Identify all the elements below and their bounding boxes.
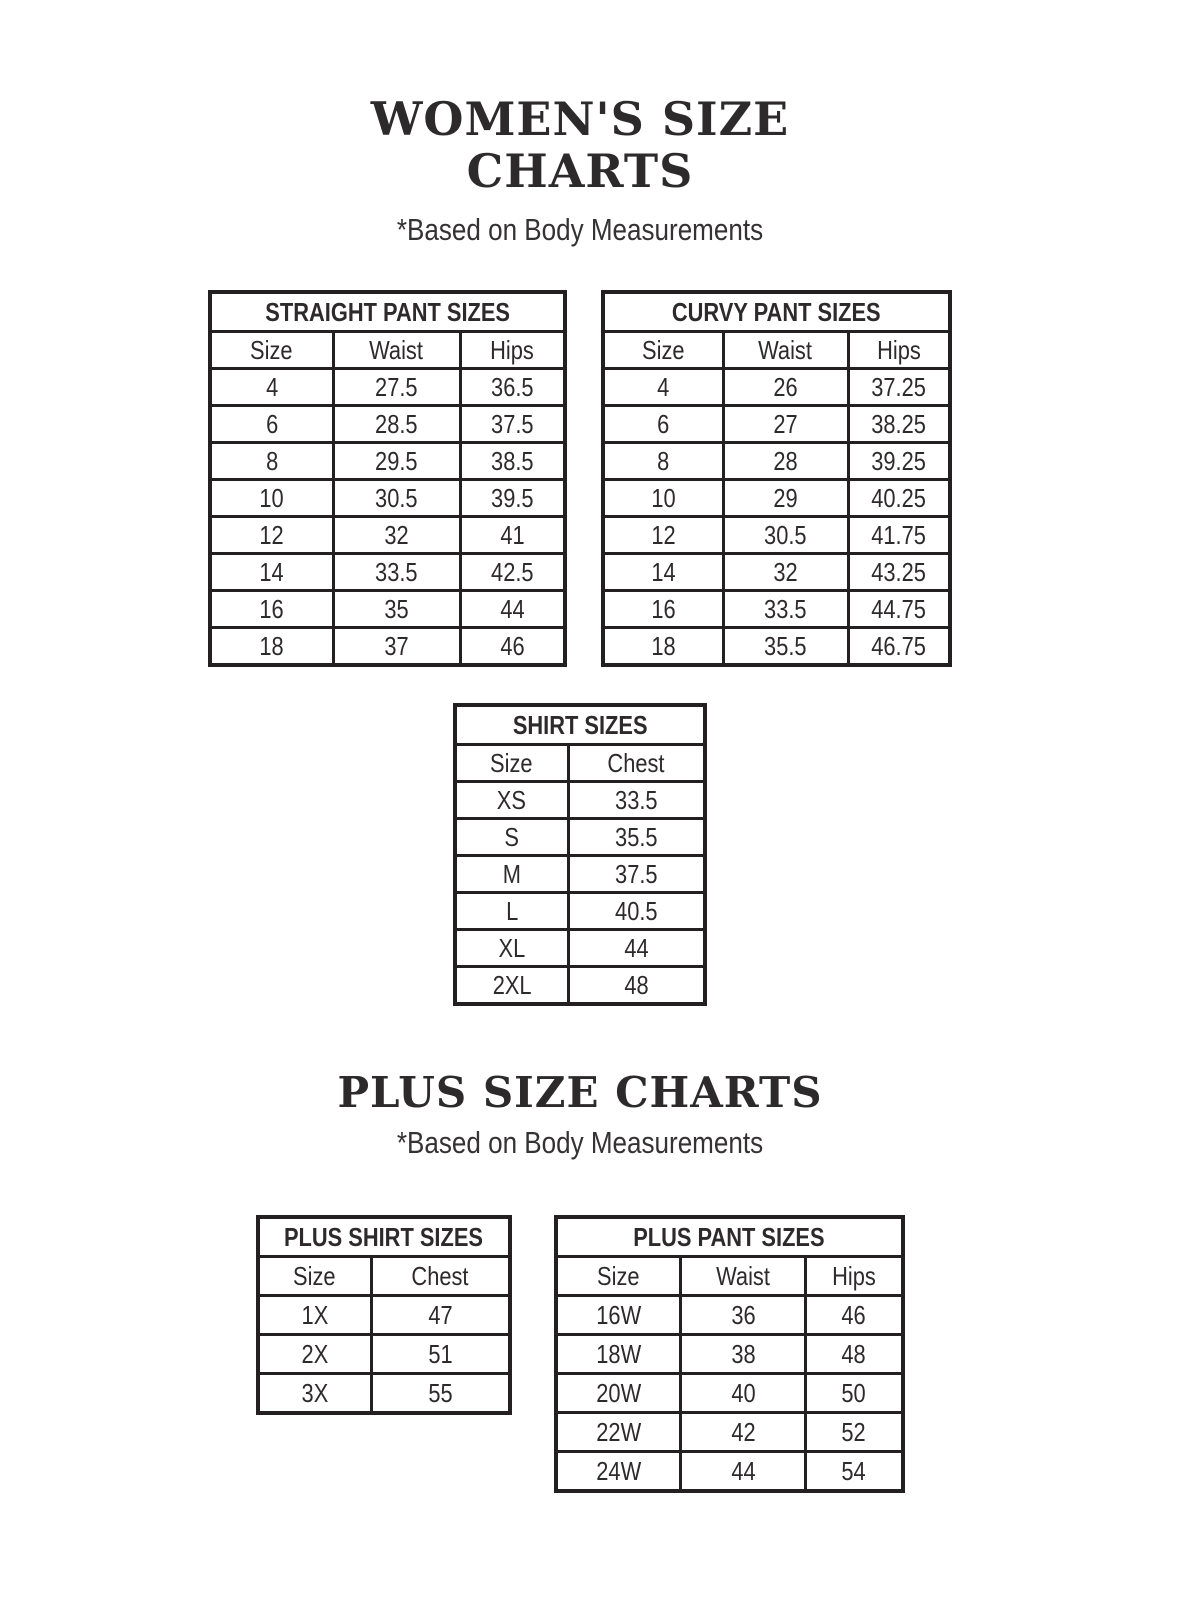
table-cell: 28 [723,443,848,480]
table-row [210,554,565,591]
table-row [210,591,565,628]
table-cell: 48 [568,967,705,1004]
table-cell: 24W [556,1452,681,1491]
table-cell: 40.25 [848,480,950,517]
page-subtitle-text: *Based on Body Measurements [396,211,764,247]
table-cell: 2XL [455,967,568,1004]
plus-tables-row [0,1215,1160,1493]
table-row [455,930,705,967]
plus-section-title: PLUS SIZE CHARTS [337,1067,823,1117]
table-cell: 1X [258,1296,372,1335]
table-cell: M [455,856,568,893]
table-row [455,893,705,930]
table-cell: 38.5 [460,443,565,480]
table-cell: 38.25 [848,406,950,443]
table-cell: 22W [556,1413,681,1452]
table-cell: 12 [603,517,723,554]
table-cell: 35.5 [568,819,705,856]
column-header: Waist [333,332,460,369]
plus-section-subtitle-text: *Based on Body Measurements [396,1124,764,1160]
table-cell: 16 [210,591,333,628]
table-title-row [556,1217,903,1257]
table-row [210,517,565,554]
table-cell: 51 [372,1335,510,1374]
table-title-row [603,292,950,332]
table-cell: 33.5 [568,782,705,819]
table-row [603,517,950,554]
column-header: Waist [723,332,848,369]
table-cell: 33.5 [333,554,460,591]
column-header: Waist [681,1257,806,1296]
table-cell: 27 [723,406,848,443]
table-row [258,1374,510,1413]
table-cell: 14 [210,554,333,591]
table-cell: 41 [460,517,565,554]
table-cell: 38 [681,1335,806,1374]
table-cell: 50 [806,1374,903,1413]
table-row [603,554,950,591]
table-row [556,1374,903,1413]
column-header: Hips [848,332,950,369]
table-cell: 44.75 [848,591,950,628]
table-cell: 18W [556,1335,681,1374]
table-header-row [455,745,705,782]
table-cell: 16 [603,591,723,628]
table-cell: 32 [723,554,848,591]
table-cell: 2X [258,1335,372,1374]
table-cell: 18 [603,628,723,665]
table-header-row [258,1257,510,1296]
table-cell: 4 [210,369,333,406]
table-cell: 44 [460,591,565,628]
table-title: SHIRT SIZES [455,705,705,745]
table-cell: 4 [603,369,723,406]
table-row [603,480,950,517]
table-row [603,591,950,628]
table-cell: 36.5 [460,369,565,406]
table-cell: 30.5 [333,480,460,517]
table-row [210,628,565,665]
table-row [258,1335,510,1374]
table-cell: 40.5 [568,893,705,930]
column-header: Size [556,1257,681,1296]
column-header: Chest [372,1257,510,1296]
column-header: Size [603,332,723,369]
table-row [556,1296,903,1335]
table-row [455,856,705,893]
table-header-row [603,332,950,369]
table-cell: 29.5 [333,443,460,480]
plus-shirt-sizes-table [256,1215,512,1415]
table-cell: 35 [333,591,460,628]
table-row [210,406,565,443]
curvy-pant-sizes-table [601,290,952,667]
table-cell: 46 [460,628,565,665]
column-header: Size [210,332,333,369]
table-row [455,782,705,819]
table-cell: 43.25 [848,554,950,591]
table-cell: L [455,893,568,930]
table-cell: 37.5 [568,856,705,893]
table-cell: 44 [568,930,705,967]
table-row [210,480,565,517]
table-header-row [210,332,565,369]
page-title-line2: CHARTS [466,143,694,198]
table-cell: 16W [556,1296,681,1335]
table-cell: 18 [210,628,333,665]
table-title: PLUS SHIRT SIZES [258,1217,510,1257]
table-cell: 6 [210,406,333,443]
table-row [556,1413,903,1452]
page-subtitle [0,212,1160,248]
table-cell: 6 [603,406,723,443]
table-cell: 47 [372,1296,510,1335]
table-cell: 32 [333,517,460,554]
table-cell: 26 [723,369,848,406]
table-title: PLUS PANT SIZES [556,1217,903,1257]
table-cell: 39.5 [460,480,565,517]
table-cell: 37.25 [848,369,950,406]
table-cell: 8 [210,443,333,480]
table-cell: 35.5 [723,628,848,665]
table-title: CURVY PANT SIZES [603,292,950,332]
table-row [603,406,950,443]
table-title-row [455,705,705,745]
table-cell: 14 [603,554,723,591]
column-header: Hips [460,332,565,369]
column-header: Size [258,1257,372,1296]
table-cell: 46 [806,1296,903,1335]
table-cell: 40 [681,1374,806,1413]
table-row [603,369,950,406]
table-header-row [556,1257,903,1296]
table-cell: 10 [210,480,333,517]
table-cell: 37 [333,628,460,665]
table-row [603,443,950,480]
table-row [603,628,950,665]
plus-section-subtitle [0,1125,1160,1161]
table-cell: 29 [723,480,848,517]
table-cell: 46.75 [848,628,950,665]
page-title [0,0,1160,198]
table-cell: 28.5 [333,406,460,443]
table-cell: 42.5 [460,554,565,591]
table-row [258,1296,510,1335]
table-row [556,1452,903,1491]
table-cell: XL [455,930,568,967]
table-row [210,369,565,406]
column-header: Chest [568,745,705,782]
page-title-line1: WOMEN'S SIZE [370,92,790,146]
table-cell: 48 [806,1335,903,1374]
table-row [210,443,565,480]
table-cell: 42 [681,1413,806,1452]
table-cell: S [455,819,568,856]
table-cell: 3X [258,1374,372,1413]
table-cell: 30.5 [723,517,848,554]
column-header: Size [455,745,568,782]
table-cell: 54 [806,1452,903,1491]
table-cell: XS [455,782,568,819]
shirt-table-row [0,703,1160,1006]
pant-tables-row [0,290,1160,667]
table-row [455,819,705,856]
table-cell: 41.75 [848,517,950,554]
shirt-sizes-table [453,703,707,1006]
straight-pant-sizes-table [208,290,567,667]
table-title-row [258,1217,510,1257]
table-cell: 37.5 [460,406,565,443]
column-header: Hips [806,1257,903,1296]
table-row [556,1335,903,1374]
table-cell: 39.25 [848,443,950,480]
table-cell: 8 [603,443,723,480]
table-cell: 55 [372,1374,510,1413]
table-cell: 44 [681,1452,806,1491]
table-title-row [210,292,565,332]
table-cell: 10 [603,480,723,517]
plus-pant-sizes-table [554,1215,905,1493]
table-cell: 36 [681,1296,806,1335]
table-cell: 20W [556,1374,681,1413]
table-cell: 52 [806,1413,903,1452]
table-cell: 12 [210,517,333,554]
table-title: STRAIGHT PANT SIZES [210,292,565,332]
table-cell: 27.5 [333,369,460,406]
table-row [455,967,705,1004]
table-cell: 33.5 [723,591,848,628]
